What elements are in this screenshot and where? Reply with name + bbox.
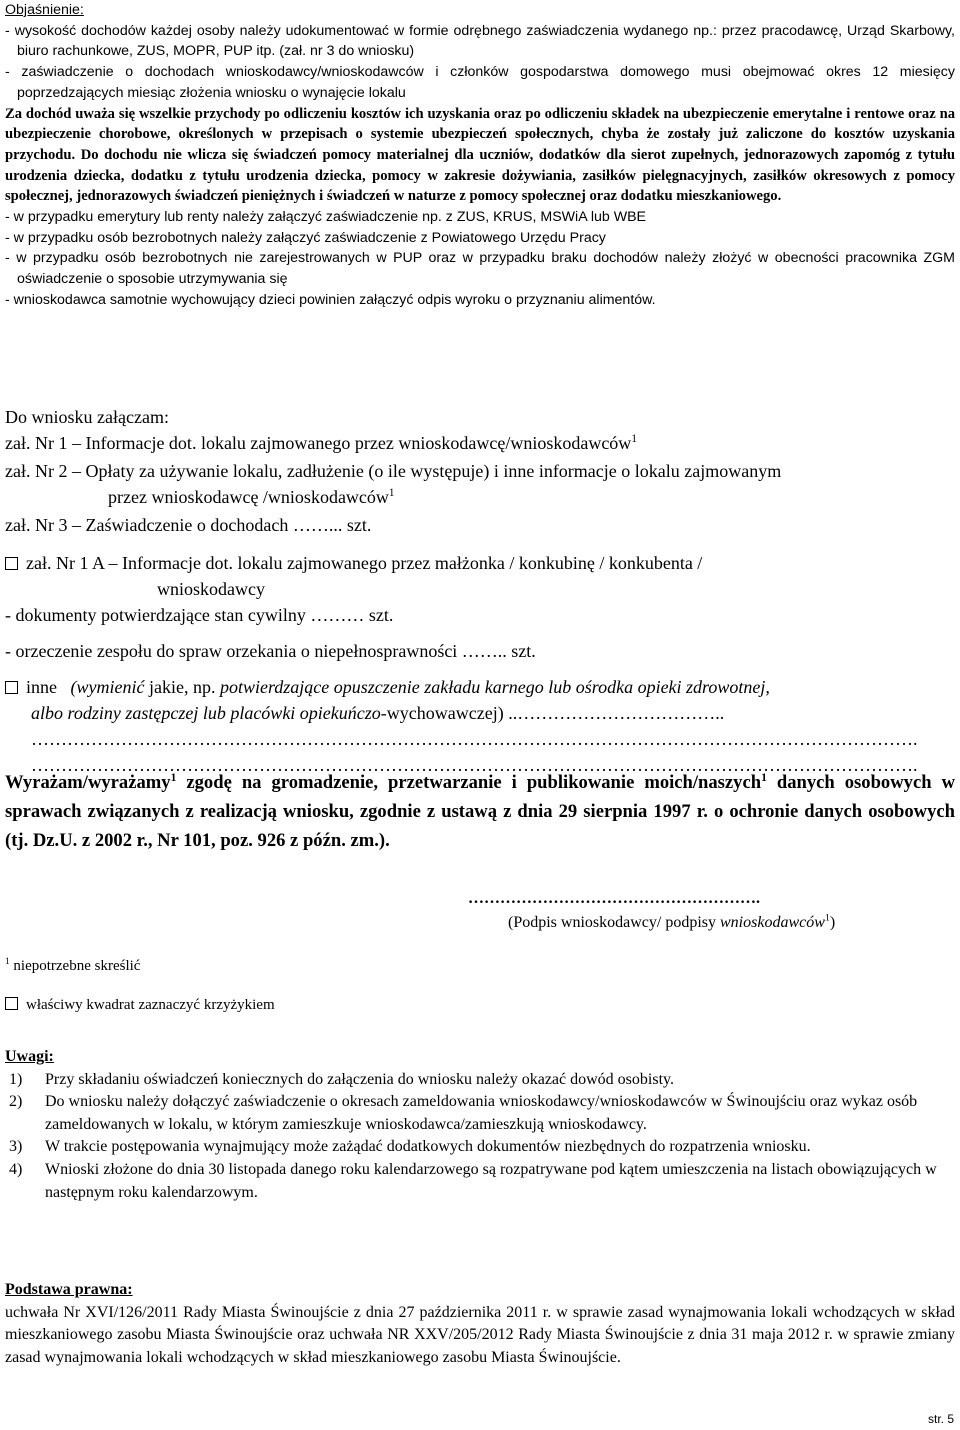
attachments-section: [5, 404, 955, 778]
legal-basis-text: uchwała Nr XVI/126/2011 Rady Miasta Świnoujście z dnia 27 października 2011 r. w sprawie zasad wynajmowania lokali wchodzących w skład mieszkaniowego zasobu Miasta Świnoujście oraz uchwała NR XXV/205/2012 Rady Miasta Świnoujście z dnia 31 maja 2012 r. w sprawie zmiany zasad wynajmowania lokali wchodzących w skład mieszkaniowego zasobu Miasta Świnoujście.: [5, 1303, 955, 1366]
remark-item: [5, 1136, 955, 1159]
remark-item: [5, 1069, 955, 1092]
explanation-item: - w przypadku emerytury lub renty należy załączyć zaświadczenie np. z ZUS, KRUS, MSWiA lub WBE: [5, 209, 647, 226]
fill-line[interactable]: ………………………………………………………………………………………………………………………………….: [31, 755, 918, 775]
remarks-section: [5, 1046, 955, 1204]
attachment-3-text: Zaświadczenie o dochodach ……... szt.: [85, 515, 372, 535]
footnote-2: właściwy kwadrat zaznaczyć krzyżykiem: [5, 997, 275, 1014]
consent-statement: Wyrażam/wyrażamy$^1$ zgodę na gromadzenie, przetwarzanie i publikowanie moich/naszych$^1$ danych osobowych w sprawach związanych z realizacją wniosku, zgodnie z ustawą z dnia 29 sierpnia 1997 r. o ochronie danych osobowych (tj. Dz.U. z 2002 r., Nr 101, poz. 926 z późn. zm.).: [5, 771, 955, 851]
explanation-item: - wysokość dochodów każdej osoby należy udokumentować w formie odrębnego zaświadczenia wydanego np.: przez pracodawcę, Urząd Skarbowy, biuro rachunkowe, ZUS, MOPR, PUP itp. (zał. nr 3 do wniosku): [5, 22, 955, 60]
legal-basis-title: Podstawa prawna:: [5, 1281, 133, 1298]
attachment-2-text: Opłaty za używanie lokalu, zadłużenie (o ile występuje) i inne informacje o lokalu zajmowanym: [85, 461, 782, 481]
signature-label: (Podpis wnioskodawcy/ podpisy wnioskodawców$^1$): [508, 912, 836, 931]
marital-docs: - dokumenty potwierdzające stan cywilny ……… szt.: [5, 605, 394, 625]
attachment-2-cont: przez wnioskodawcę /wnioskodawców$^1$: [108, 487, 395, 507]
remarks-title: Uwagi:: [5, 1048, 54, 1065]
legal-basis-section: [5, 1279, 955, 1369]
checkbox[interactable]: [5, 557, 18, 570]
attachment-1-text: Informacje dot. lokalu zajmowanego przez wnioskodawcę/wnioskodawców: [85, 433, 632, 453]
other-docs-cont: albo rodziny zastępczej lub placówki opiekuńczo-wychowawczej) ..……………………………..: [31, 703, 725, 723]
remark-number: 2): [9, 1093, 23, 1111]
other-docs[interactable]: inne (wymienić jakie, np. potwierdzające opuszczenie zakładu karnego lub ośrodka opieki zdrowotnej,: [5, 674, 955, 700]
attachment-1-prefix: zał. Nr 1: [5, 433, 68, 453]
remark-text: Wnioski złożone do dnia 30 listopada danego roku kalendarzowego są rozpatrywane pod kątem umieszczenia na listach obowiązujących w następnym roku kalendarzowym.: [45, 1160, 937, 1201]
attachment-1a-cont: wnioskodawcy: [157, 579, 265, 599]
remark-text: Przy składaniu oświadczeń koniecznych do załączenia do wniosku należy okazać dowód osobisty.: [45, 1070, 674, 1088]
checkbox[interactable]: [5, 681, 18, 694]
fill-line[interactable]: ………………………………………………………………………………………………………………………………….: [31, 729, 918, 749]
attachments-title: Do wniosku załączam:: [5, 407, 169, 427]
remarks-list: [5, 1069, 955, 1205]
income-definition: Za dochód uważa się wszelkie przychody po odliczeniu kosztów ich uzyskania oraz po odliczeniu składek na ubezpieczenie emerytalne i rentowe oraz na ubezpieczenie chorobowe, określonych w przepisach o systemie ubezpieczeń społecznych, chyba że zostały już zaliczone do kosztów uzyskania przychodu. Do dochodu nie wlicza się świadczeń pomocy materialnej dla uczniów, dodatków dla sierot zupełnych, jednorazowych zapomóg z tytułu urodzenia dziecka, dodatku z tytułu urodzenia dziecka, pomocy w zakresie dożywiania, zasiłków pielęgnacyjnych, zasiłków okresowych z pomocy społecznej, jednorazowych świadczeń pieniężnych i świadczeń w naturze z pomocy społecznej oraz dodatku mieszkaniowego.: [5, 105, 955, 205]
footnote-ref: 1: [388, 487, 395, 499]
remark-text: Do wniosku należy dołączyć zaświadczenie o okresach zameldowania wnioskodawcy/wnioskodawców w Świnoujściu oraz wykaz osób zameldowanych w lokalu, w którym zamieszkuje wnioskodawca/zamieszkują wnioskodawcy.: [45, 1093, 918, 1133]
checkbox-icon: [5, 997, 18, 1010]
attachment-1a-text: Informacje dot. lokalu zajmowanego przez małżonka / konkubinę / konkubenta /: [122, 553, 703, 573]
footnote-ref: 1: [631, 433, 637, 445]
remark-item: [5, 1159, 955, 1204]
explanation-item: - w przypadku osób bezrobotnych należy załączyć zaświadczenie z Powiatowego Urzędu Pracy: [5, 229, 606, 246]
remark-item: [5, 1091, 955, 1136]
explanation-item: - w przypadku osób bezrobotnych nie zarejestrowanych w PUP oraz w przypadku braku dochodów należy złożyć w obecności pracownika ZGM oświadczenie o sposobie utrzymywania się: [5, 250, 955, 288]
disability-docs: - orzeczenie zespołu do spraw orzekania o niepełnosprawności …….. szt.: [5, 641, 536, 661]
attachment-1a[interactable]: zał. Nr 1 A – Informacje dot. lokalu zajmowanego przez małżonka / konkubinę / konkubenta /: [5, 550, 955, 576]
attachment-3: zał. Nr 3 – Zaświadczenie o dochodach ……... szt.: [5, 515, 372, 535]
remark-number: 1): [9, 1070, 23, 1088]
remark-number: 3): [9, 1138, 23, 1156]
explanation-item: - zaświadczenie o dochodach wnioskodawcy/wnioskodawców i członków gospodarstwa domowego musi obejmować okres 12 miesięcy poprzedzających miesiąc złożenia wniosku o wynajęcie lokalu: [5, 64, 955, 101]
footnote-1: $^1$ niepotrzebne skreślić: [5, 957, 141, 974]
explanation-section: [5, 0, 955, 311]
signature-line[interactable]: ……………………………………………….: [468, 890, 760, 907]
attachment-1: zał. Nr 1 – Informacje dot. lokalu zajmowanego przez wnioskodawcę/wnioskodawców$^1$: [5, 433, 637, 453]
attachment-3-prefix: zał. Nr 3: [5, 515, 68, 535]
explanation-title: Objaśnienie:: [5, 2, 84, 18]
remark-number: 4): [9, 1160, 23, 1178]
explanation-item: - wnioskodawca samotnie wychowujący dzieci powinien załączyć odpis wyroku o przyznaniu alimentów.: [5, 291, 656, 308]
attachment-1a-prefix: zał. Nr 1 A: [26, 553, 104, 573]
attachment-2-prefix: zał. Nr 2: [5, 461, 68, 481]
attachment-2: zał. Nr 2 – Opłaty za używanie lokalu, zadłużenie (o ile występuje) i inne informacje o lokalu zajmowanym: [5, 461, 782, 481]
remark-text: W trakcie postępowania wynajmujący może zażądać dodatkowych dokumentów niezbędnych do rozpatrzenia wniosku.: [45, 1138, 811, 1156]
page-number: str. 5: [927, 1412, 954, 1426]
